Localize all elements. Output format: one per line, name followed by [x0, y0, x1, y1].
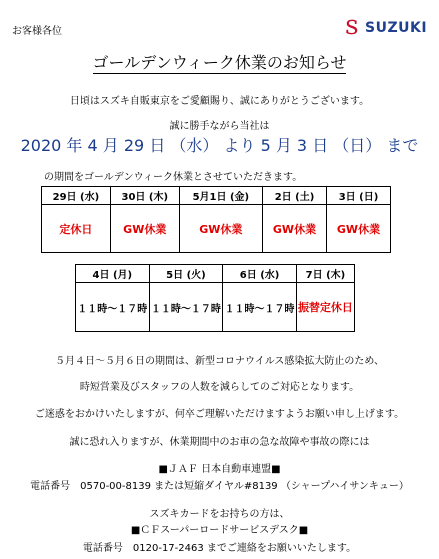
- apology-intro-text: 誠に勝手ながら当社は: [169, 121, 270, 132]
- suzuki-logo-text: SUZUKI: [365, 20, 428, 36]
- notice-line-4: 誠に恐れ入りますが、休業期間中のお車の急な故障や事故の際には: [69, 437, 370, 448]
- card-service-name: ■ＣＦスーパーロードサービスデスク■: [130, 525, 309, 536]
- holiday-status-cell: GW休業: [263, 205, 327, 253]
- card-phone: 電話番号 0120-17-2463 までご連絡をお願いいたします。: [82, 543, 357, 554]
- notice-title-text: ゴールデンウィーク休業のお知らせ: [92, 53, 347, 72]
- short-hours-date-header: 5日 (火): [149, 265, 223, 283]
- short-hours-date-header: 7日 (木): [296, 265, 354, 283]
- holiday-date-header: 3日 (日): [326, 187, 390, 205]
- suzuki-s-emblem-icon: Ｓ: [342, 17, 362, 39]
- holiday-date-header: 29日 (水): [42, 187, 111, 205]
- holiday-status-cell: 定休日: [42, 205, 111, 253]
- holiday-status-cell: GW休業: [179, 205, 262, 253]
- holiday-status-cell: GW休業: [326, 205, 390, 253]
- period-note-text: の期間をゴールデンウィーク休業とさせていただきます。: [44, 172, 303, 183]
- holiday-date-header: 5月1日 (金): [179, 187, 262, 205]
- jaf-name: ■ＪＡＦ 日本自動車連盟■: [158, 464, 281, 475]
- business-hours-cell: １１時～１７時: [149, 283, 223, 332]
- notice-line-3: ご迷惑をおかけいたしますが、何卒ご理解いただけますようお願い申し上げます。: [34, 409, 405, 420]
- substitute-holiday-cell: 振替定休日: [296, 283, 354, 332]
- holiday-date-header: 30日 (木): [110, 187, 179, 205]
- notice-line-1: ５月４日～５月６日の期間は、新型コロナウイルス感染拡大防止のため、: [55, 356, 384, 367]
- recipient-label: お客様各位: [12, 26, 62, 37]
- short-hours-table: [75, 264, 355, 332]
- short-hours-date-header: 4日 (月): [76, 265, 150, 283]
- greeting-text: 日頃はスズキ自販東京をご愛顧賜り、誠にありがとうございます。: [69, 96, 370, 107]
- notice-title: [0, 50, 439, 73]
- business-hours-cell: １１時～１７時: [223, 283, 297, 332]
- business-hours-cell: １１時～１７時: [76, 283, 150, 332]
- jaf-phone: 電話番号 0570-00-8139 または短縮ダイヤル#8139 （シャープハイサンキュー）: [30, 481, 409, 492]
- holiday-status-cell: GW休業: [110, 205, 179, 253]
- short-hours-date-header: 6日 (水): [223, 265, 297, 283]
- card-intro: スズキカードをお持ちの方は、: [149, 509, 290, 520]
- holiday-table: [41, 186, 391, 253]
- suzuki-logo: [342, 18, 427, 38]
- holiday-date-header: 2日 (土): [263, 187, 327, 205]
- closure-date-range: 2020 年 4 月 29 日 （水） より 5 月 3 日 （日） まで: [20, 136, 419, 155]
- notice-line-2: 時短営業及びスタッフの人数を減らしてのご対応となります。: [79, 382, 360, 393]
